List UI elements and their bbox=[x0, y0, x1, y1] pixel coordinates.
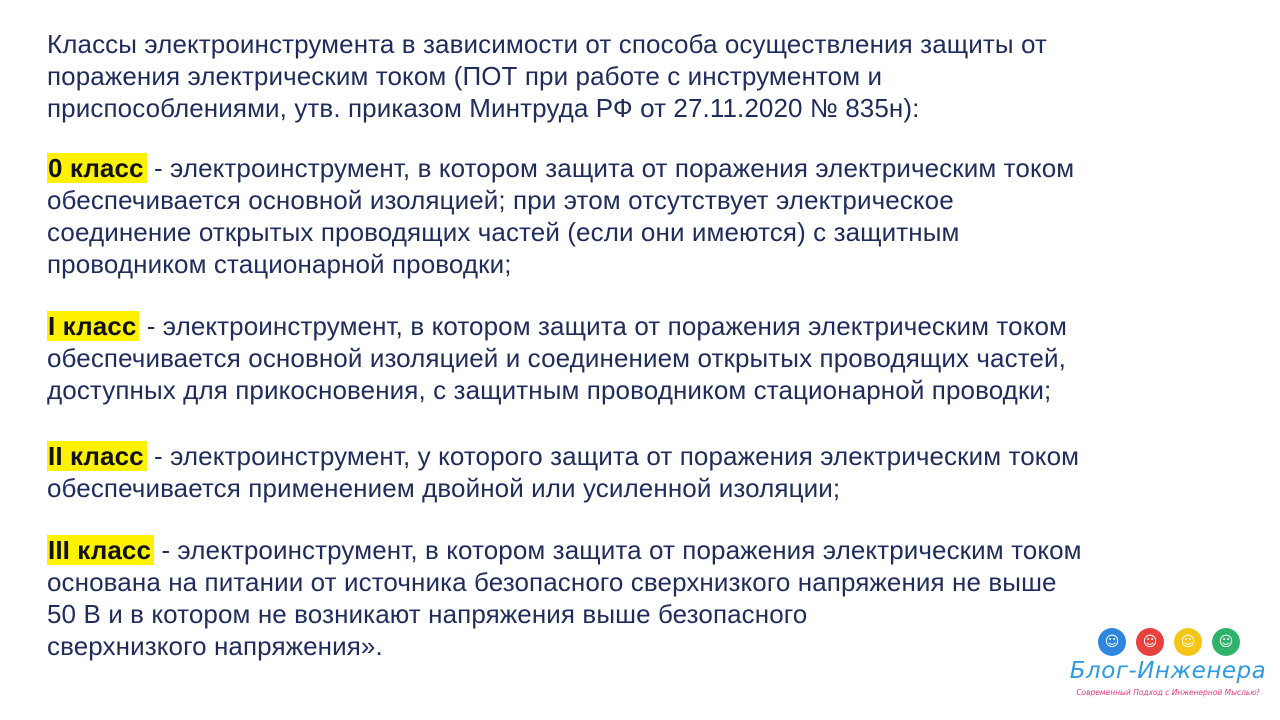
class-2-text: - электроинструмент, у которого защита от поражения электрическим током обеспечивается применением двойной или усиленной изоляции; bbox=[47, 441, 1080, 503]
engineer-green-icon: ☺ bbox=[1212, 628, 1240, 656]
engineer-blue-icon: ☺ bbox=[1098, 628, 1126, 656]
blog-logo bbox=[1068, 628, 1268, 708]
class-3-text: - электроинструмент, в котором защита от поражения электрическим током основана на питании от источника безопасного сверхнизкого напряжения не выше 50 В и в котором не возникают напряжения выше безопасного сверхнизкого напряжения». bbox=[47, 535, 1082, 661]
class-2-paragraph bbox=[47, 440, 1252, 504]
class-0-paragraph bbox=[47, 152, 1252, 280]
class-0-text: - электроинструмент, в котором защита от поражения электрическим током обеспечивается основной изоляцией; при этом отсутствует электрическое соединение открытых проводящих частей (если они имеются) с защитным проводником стационарной проводки; bbox=[47, 153, 1075, 279]
logo-title: Блог-Инженера bbox=[1069, 658, 1267, 684]
intro-paragraph: Классы электроинструмента в зависимости от способа осуществления защиты от поражения электрическим током (ПОТ при работе с инструментом и приспособлениями, утв. приказом Минтруда РФ от 27.11.2020 № 835н): bbox=[47, 29, 1047, 123]
class-3-label: III класс bbox=[47, 535, 154, 565]
engineer-red-icon: ☺ bbox=[1136, 628, 1164, 656]
engineer-yellow-icon: ☺ bbox=[1174, 628, 1202, 656]
class-0-label: 0 класс bbox=[47, 153, 147, 183]
class-2-label: II класс bbox=[47, 441, 147, 471]
class-1-label: I класс bbox=[47, 311, 139, 341]
document-body bbox=[47, 28, 1252, 662]
logo-subtitle: Современный Подход с Инженерной Мыслью! bbox=[1076, 688, 1260, 697]
class-1-paragraph bbox=[47, 310, 1252, 406]
logo-icons bbox=[1098, 628, 1240, 656]
class-1-text: - электроинструмент, в котором защита от поражения электрическим током обеспечивается основной изоляцией и соединением открытых проводящих частей, доступных для прикосновения, с защитным проводником стационарной проводки; bbox=[47, 311, 1067, 405]
